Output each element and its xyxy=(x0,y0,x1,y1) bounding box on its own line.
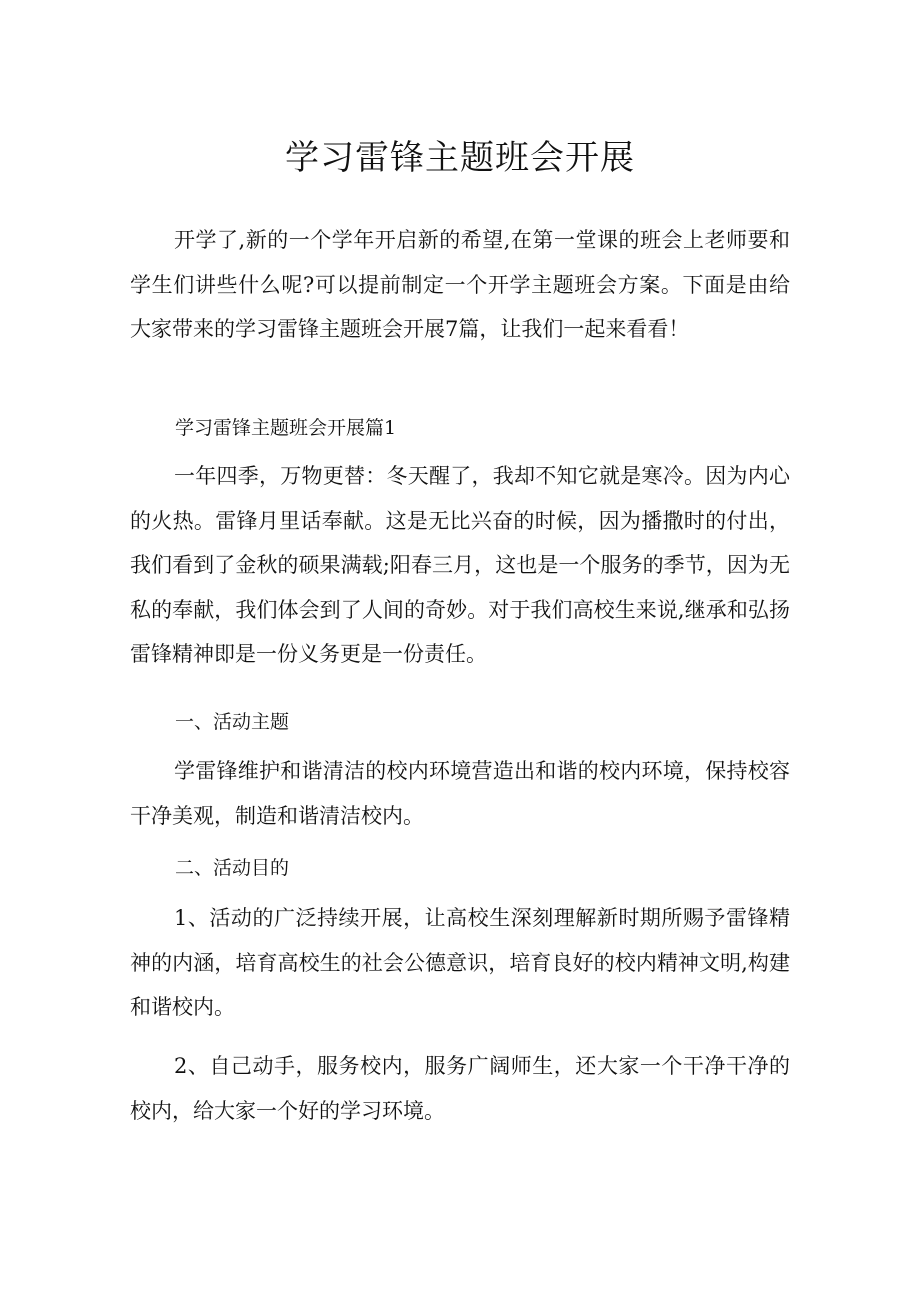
document-title: 学习雷锋主题班会开展 xyxy=(285,138,635,178)
body-paragraph-1: 一年四季，万物更替：冬天醒了，我却不知它就是寒冷。因为内心的火热。雷锋月里话奉献。这是无比兴奋的时候，因为播撒时的付出，我们看到了金秋的硕果满载;阳春三月，这也是一个服务的季节，因为无私的奉献，我们体会到了人间的奇妙。对于我们高校生来说,继承和弘扬雷锋精神即是一份义务更是一份责任。 xyxy=(130,464,790,666)
goal-paragraph-2: 2、自己动手，服务校内，服务广阔师生，还大家一个干净干净的校内，给大家一个好的学习环境。 xyxy=(130,1054,790,1123)
section-title: 学习雷锋主题班会开展篇1 xyxy=(175,417,397,439)
heading-activity-goals: 二、活动目的 xyxy=(175,857,290,879)
goal-paragraph-1: 1、活动的广泛持续开展，让高校生深刻理解新时期所赐予雷锋精神的内涵，培育高校生的社会公德意识，培育良好的校内精神文明,构建和谐校内。 xyxy=(130,906,790,1019)
heading-activity-theme: 一、活动主题 xyxy=(175,711,290,733)
intro-paragraph: 开学了,新的一个学年开启新的希望,在第一堂课的班会上老师要和学生们讲些什么呢?可以提前制定一个开学主题班会方案。下面是由给大家带来的学习雷锋主题班会开展7篇，让我们一起来看看！ xyxy=(130,228,790,341)
theme-paragraph: 学雷锋维护和谐清洁的校内环境营造出和谐的校内环境，保持校容干净美观，制造和谐清洁校内。 xyxy=(130,759,790,828)
